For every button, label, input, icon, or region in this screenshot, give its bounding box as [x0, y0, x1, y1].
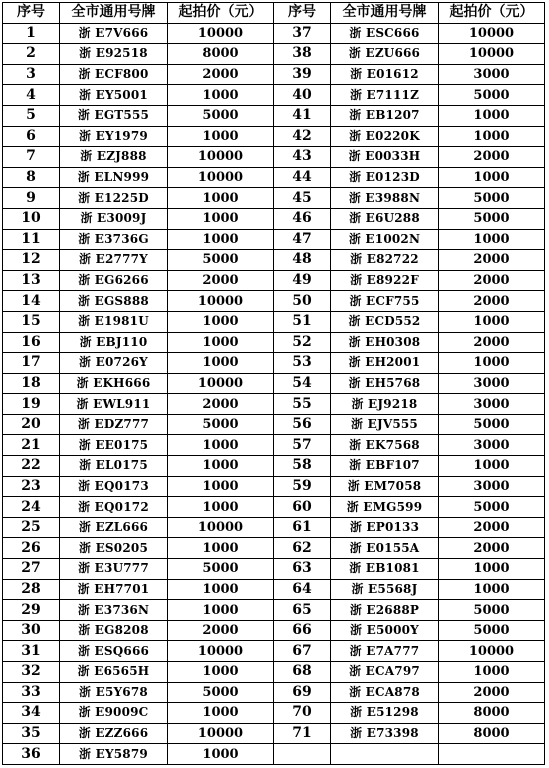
price-cell: 10000	[168, 373, 274, 394]
index-cell: 6	[3, 126, 60, 147]
table-row	[3, 44, 545, 65]
index-cell: 33	[3, 682, 60, 703]
plate-cell: 浙 E3736N	[60, 600, 168, 621]
index-cell: 31	[3, 641, 60, 662]
index-cell: 59	[274, 476, 331, 497]
index-cell: 24	[3, 497, 60, 518]
index-cell: 29	[3, 600, 60, 621]
index-cell: 58	[274, 456, 331, 477]
index-cell: 47	[274, 229, 331, 250]
plate-cell: 浙 E0123D	[331, 167, 439, 188]
plate-cell: 浙 E2688P	[331, 600, 439, 621]
index-cell: 17	[3, 353, 60, 374]
header-plate-left: 全市通用号牌	[60, 3, 168, 24]
index-cell: 42	[274, 126, 331, 147]
plate-cell: 浙 E01612	[331, 64, 439, 85]
price-cell: 1000	[439, 311, 545, 332]
index-cell: 57	[274, 435, 331, 456]
plate-cell: 浙 E7111Z	[331, 85, 439, 106]
plate-cell: 浙 EGT555	[60, 105, 168, 126]
table-row	[3, 373, 545, 394]
index-cell: 70	[274, 703, 331, 724]
price-cell: 1000	[168, 435, 274, 456]
index-cell: 12	[3, 250, 60, 271]
price-cell: 1000	[439, 456, 545, 477]
plate-cell: 浙 EB1207	[331, 105, 439, 126]
index-cell: 4	[3, 85, 60, 106]
table-row	[3, 744, 545, 765]
price-cell: 1000	[439, 229, 545, 250]
price-cell: 10000	[439, 44, 545, 65]
table-row	[3, 641, 545, 662]
plate-cell: 浙 E1002N	[331, 229, 439, 250]
plate-cell: 浙 EK7568	[331, 435, 439, 456]
table-row	[3, 85, 545, 106]
plate-cell: 浙 EJV555	[331, 414, 439, 435]
price-cell: 1000	[168, 662, 274, 683]
index-cell: 52	[274, 332, 331, 353]
empty-cell	[439, 744, 545, 765]
index-cell: 62	[274, 538, 331, 559]
index-cell: 41	[274, 105, 331, 126]
price-cell: 2000	[439, 291, 545, 312]
price-cell: 2000	[439, 270, 545, 291]
table-row	[3, 126, 545, 147]
plate-cell: 浙 E1225D	[60, 188, 168, 209]
plate-cell: 浙 E5Y678	[60, 682, 168, 703]
index-cell: 69	[274, 682, 331, 703]
price-cell: 1000	[168, 703, 274, 724]
plate-cell: 浙 EP0133	[331, 517, 439, 538]
price-cell: 5000	[439, 414, 545, 435]
price-cell: 5000	[439, 600, 545, 621]
table-row	[3, 662, 545, 683]
price-cell: 8000	[439, 723, 545, 744]
index-cell: 38	[274, 44, 331, 65]
price-cell: 1000	[168, 538, 274, 559]
plate-cell: 浙 EH2001	[331, 353, 439, 374]
plate-cell: 浙 ESQ666	[60, 641, 168, 662]
plate-cell: 浙 E0155A	[331, 538, 439, 559]
price-cell: 5000	[168, 682, 274, 703]
index-cell: 37	[274, 23, 331, 44]
plate-cell: 浙 E0033H	[331, 147, 439, 168]
index-cell: 14	[3, 291, 60, 312]
price-cell: 8000	[168, 44, 274, 65]
price-cell: 3000	[439, 64, 545, 85]
index-cell: 28	[3, 579, 60, 600]
plate-cell: 浙 E8922F	[331, 270, 439, 291]
plate-cell: 浙 E51298	[331, 703, 439, 724]
plate-cell: 浙 EG8208	[60, 620, 168, 641]
price-cell: 10000	[168, 723, 274, 744]
price-cell: 1000	[168, 332, 274, 353]
header-plate-right: 全市通用号牌	[331, 3, 439, 24]
plate-cell: 浙 EMG599	[331, 497, 439, 518]
plate-cell: 浙 E92518	[60, 44, 168, 65]
index-cell: 9	[3, 188, 60, 209]
plate-cell: 浙 E6565H	[60, 662, 168, 683]
price-cell: 1000	[168, 476, 274, 497]
index-cell: 10	[3, 208, 60, 229]
index-cell: 48	[274, 250, 331, 271]
index-cell: 39	[274, 64, 331, 85]
plate-cell: 浙 EKH666	[60, 373, 168, 394]
price-cell: 1000	[168, 229, 274, 250]
index-cell: 35	[3, 723, 60, 744]
price-cell: 1000	[439, 167, 545, 188]
index-cell: 13	[3, 270, 60, 291]
price-cell: 1000	[439, 105, 545, 126]
index-cell: 55	[274, 394, 331, 415]
plate-cell: 浙 E7V666	[60, 23, 168, 44]
plate-cell: 浙 EY1979	[60, 126, 168, 147]
price-cell: 1000	[168, 85, 274, 106]
plate-cell: 浙 EZL666	[60, 517, 168, 538]
index-cell: 49	[274, 270, 331, 291]
index-cell: 65	[274, 600, 331, 621]
price-cell: 2000	[168, 270, 274, 291]
table-row	[3, 291, 545, 312]
index-cell: 66	[274, 620, 331, 641]
index-cell: 51	[274, 311, 331, 332]
plate-cell: 浙 EDZ777	[60, 414, 168, 435]
table-row	[3, 353, 545, 374]
table-row	[3, 476, 545, 497]
plate-cell: 浙 E3009J	[60, 208, 168, 229]
price-cell: 10000	[439, 23, 545, 44]
plate-cell: 浙 E1981U	[60, 311, 168, 332]
index-cell: 5	[3, 105, 60, 126]
table-row	[3, 23, 545, 44]
price-cell: 2000	[439, 538, 545, 559]
price-cell: 1000	[439, 126, 545, 147]
price-cell: 3000	[439, 373, 545, 394]
index-cell: 2	[3, 44, 60, 65]
price-cell: 1000	[168, 188, 274, 209]
table-row	[3, 579, 545, 600]
price-cell: 1000	[168, 311, 274, 332]
price-cell: 5000	[439, 188, 545, 209]
index-cell: 44	[274, 167, 331, 188]
plate-cell: 浙 EZU666	[331, 44, 439, 65]
plate-cell: 浙 EZZ666	[60, 723, 168, 744]
index-cell: 3	[3, 64, 60, 85]
price-cell: 1000	[168, 353, 274, 374]
price-cell: 10000	[168, 517, 274, 538]
table-row	[3, 620, 545, 641]
plate-cell: 浙 EL0175	[60, 456, 168, 477]
price-cell: 1000	[439, 579, 545, 600]
table-row	[3, 414, 545, 435]
plate-cell: 浙 EM7058	[331, 476, 439, 497]
table-row	[3, 229, 545, 250]
price-cell: 5000	[439, 620, 545, 641]
plate-cell: 浙 E2777Y	[60, 250, 168, 271]
price-cell: 2000	[439, 517, 545, 538]
index-cell: 21	[3, 435, 60, 456]
price-cell: 2000	[168, 64, 274, 85]
index-cell: 7	[3, 147, 60, 168]
price-cell: 1000	[168, 456, 274, 477]
table-row	[3, 270, 545, 291]
table-row	[3, 188, 545, 209]
plate-cell: 浙 ECF755	[331, 291, 439, 312]
price-cell: 5000	[168, 105, 274, 126]
plate-cell: 浙 E73398	[331, 723, 439, 744]
index-cell: 68	[274, 662, 331, 683]
plate-cell: 浙 EBF107	[331, 456, 439, 477]
price-cell: 2000	[439, 682, 545, 703]
header-index-left: 序号	[3, 3, 60, 24]
plate-cell: 浙 E3U777	[60, 559, 168, 580]
plate-cell: 浙 EG6266	[60, 270, 168, 291]
table-row	[3, 64, 545, 85]
table-row	[3, 682, 545, 703]
index-cell: 50	[274, 291, 331, 312]
plate-cell: 浙 EQ0172	[60, 497, 168, 518]
table-row	[3, 311, 545, 332]
price-cell: 1000	[168, 579, 274, 600]
plate-cell: 浙 E7A777	[331, 641, 439, 662]
index-cell: 71	[274, 723, 331, 744]
price-cell: 5000	[168, 414, 274, 435]
index-cell: 25	[3, 517, 60, 538]
index-cell: 64	[274, 579, 331, 600]
price-cell: 5000	[439, 497, 545, 518]
price-cell: 5000	[439, 85, 545, 106]
price-cell: 1000	[168, 126, 274, 147]
index-cell: 34	[3, 703, 60, 724]
header-row	[3, 3, 545, 24]
plate-cell: 浙 E3988N	[331, 188, 439, 209]
price-cell: 1000	[439, 559, 545, 580]
plate-cell: 浙 EE0175	[60, 435, 168, 456]
table-row	[3, 538, 545, 559]
plate-cell: 浙 EBJ110	[60, 332, 168, 353]
index-cell: 22	[3, 456, 60, 477]
index-cell: 23	[3, 476, 60, 497]
price-cell: 2000	[168, 620, 274, 641]
price-cell: 10000	[168, 23, 274, 44]
price-cell: 10000	[168, 147, 274, 168]
table-row	[3, 208, 545, 229]
plate-cell: 浙 ECF800	[60, 64, 168, 85]
plate-cell: 浙 E3736G	[60, 229, 168, 250]
price-cell: 1000	[168, 208, 274, 229]
plate-cell: 浙 E0726Y	[60, 353, 168, 374]
table-row	[3, 147, 545, 168]
index-cell: 46	[274, 208, 331, 229]
plate-cell: 浙 EB1081	[331, 559, 439, 580]
index-cell: 61	[274, 517, 331, 538]
index-cell: 54	[274, 373, 331, 394]
table-row	[3, 517, 545, 538]
price-cell: 1000	[439, 353, 545, 374]
plate-cell: 浙 E0220K	[331, 126, 439, 147]
plate-cell: 浙 ELN999	[60, 167, 168, 188]
index-cell: 43	[274, 147, 331, 168]
table-row	[3, 167, 545, 188]
empty-cell	[331, 744, 439, 765]
plate-cell: 浙 E6U288	[331, 208, 439, 229]
plate-auction-table	[2, 2, 545, 765]
price-cell: 2000	[439, 147, 545, 168]
index-cell: 27	[3, 559, 60, 580]
plate-cell: 浙 ECA797	[331, 662, 439, 683]
price-cell: 3000	[439, 435, 545, 456]
table-row	[3, 394, 545, 415]
index-cell: 40	[274, 85, 331, 106]
plate-cell: 浙 EQ0173	[60, 476, 168, 497]
price-cell: 2000	[439, 250, 545, 271]
index-cell: 45	[274, 188, 331, 209]
table-row	[3, 456, 545, 477]
index-cell: 8	[3, 167, 60, 188]
index-cell: 19	[3, 394, 60, 415]
index-cell: 32	[3, 662, 60, 683]
plate-cell: 浙 E5000Y	[331, 620, 439, 641]
plate-cell: 浙 ES0205	[60, 538, 168, 559]
price-cell: 1000	[168, 600, 274, 621]
index-cell: 16	[3, 332, 60, 353]
price-cell: 1000	[168, 497, 274, 518]
price-cell: 10000	[439, 641, 545, 662]
empty-cell	[274, 744, 331, 765]
index-cell: 1	[3, 23, 60, 44]
price-cell: 2000	[439, 332, 545, 353]
price-cell: 8000	[439, 703, 545, 724]
index-cell: 60	[274, 497, 331, 518]
plate-cell: 浙 EGS888	[60, 291, 168, 312]
price-cell: 1000	[168, 744, 274, 765]
plate-cell: 浙 ECD552	[331, 311, 439, 332]
price-cell: 5000	[168, 559, 274, 580]
index-cell: 30	[3, 620, 60, 641]
plate-cell: 浙 EY5001	[60, 85, 168, 106]
table-row	[3, 723, 545, 744]
plate-cell: 浙 EH5768	[331, 373, 439, 394]
index-cell: 36	[3, 744, 60, 765]
price-cell: 10000	[168, 641, 274, 662]
table-row	[3, 559, 545, 580]
index-cell: 63	[274, 559, 331, 580]
header-index-right: 序号	[274, 3, 331, 24]
price-cell: 10000	[168, 167, 274, 188]
plate-cell: 浙 E5568J	[331, 579, 439, 600]
price-cell: 1000	[439, 662, 545, 683]
index-cell: 11	[3, 229, 60, 250]
table-row	[3, 497, 545, 518]
plate-cell: 浙 E82722	[331, 250, 439, 271]
index-cell: 67	[274, 641, 331, 662]
plate-cell: 浙 ECA878	[331, 682, 439, 703]
price-cell: 10000	[168, 291, 274, 312]
price-cell: 3000	[439, 394, 545, 415]
index-cell: 26	[3, 538, 60, 559]
plate-cell: 浙 EWL911	[60, 394, 168, 415]
plate-cell: 浙 ESC666	[331, 23, 439, 44]
plate-cell: 浙 E9009C	[60, 703, 168, 724]
index-cell: 56	[274, 414, 331, 435]
index-cell: 18	[3, 373, 60, 394]
header-price-left: 起拍价（元）	[168, 3, 274, 24]
index-cell: 20	[3, 414, 60, 435]
price-cell: 3000	[439, 476, 545, 497]
table-row	[3, 332, 545, 353]
table-row	[3, 600, 545, 621]
header-price-right: 起拍价（元）	[439, 3, 545, 24]
table-row	[3, 105, 545, 126]
index-cell: 53	[274, 353, 331, 374]
table-row	[3, 250, 545, 271]
table-row	[3, 703, 545, 724]
price-cell: 5000	[168, 250, 274, 271]
plate-cell: 浙 EH7701	[60, 579, 168, 600]
price-cell: 2000	[168, 394, 274, 415]
plate-cell: 浙 EJ9218	[331, 394, 439, 415]
plate-cell: 浙 EZJ888	[60, 147, 168, 168]
table-row	[3, 435, 545, 456]
plate-cell: 浙 EH0308	[331, 332, 439, 353]
index-cell: 15	[3, 311, 60, 332]
price-cell: 5000	[439, 208, 545, 229]
plate-cell: 浙 EY5879	[60, 744, 168, 765]
